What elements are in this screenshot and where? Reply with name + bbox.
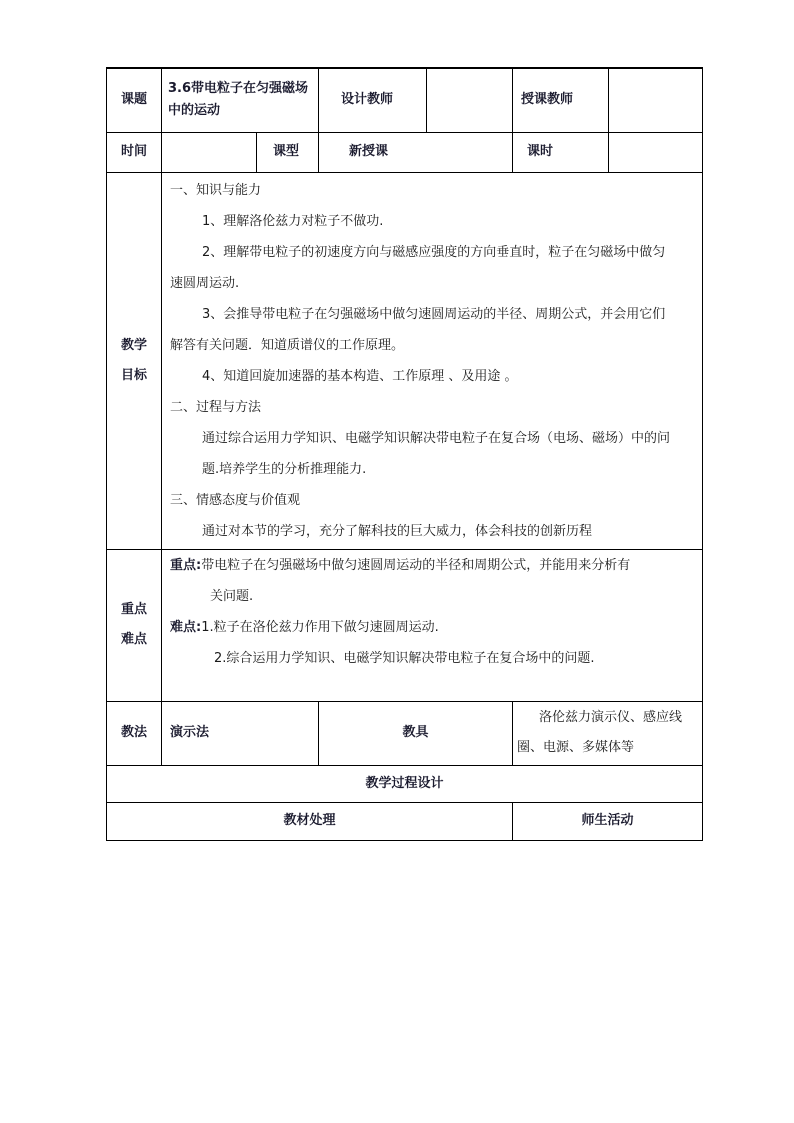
goal-line: 4、知道回旋加速器的基本构造、工作原理 、及用途 。 <box>202 368 518 384</box>
process-title-row <box>107 765 703 802</box>
designer-value <box>427 68 513 132</box>
goal-line: 通过综合运用力学知识、电磁学知识解决带电粒子在复合场（电场、磁场）中的问 <box>202 430 671 446</box>
lesson-plan-table <box>106 67 703 841</box>
diff-text-2: 2.综合运用力学知识、电磁学知识解决带电粒子在复合场中的问题. <box>214 650 595 666</box>
goals-label: 教学目标 <box>107 172 162 549</box>
goal-line: 2、理解带电粒子的初速度方向与磁感应强度的方向垂直时，粒子在匀磁场中做匀 <box>202 244 666 260</box>
topic-value: 3.6带电粒子在匀强磁场中的运动 <box>162 68 319 132</box>
diff-label: 难点: <box>170 619 202 635</box>
schedule-row <box>107 132 703 172</box>
teacher-label: 授课教师 <box>513 68 609 132</box>
method-label: 教法 <box>107 701 162 765</box>
key-label: 重点: <box>170 557 202 573</box>
type-value: 新授课 <box>319 132 513 172</box>
teacher-value <box>609 68 703 132</box>
key-text-cont: 关问题. <box>210 588 254 604</box>
hours-value <box>609 132 703 172</box>
header-row <box>107 68 703 132</box>
process-col-activity: 师生活动 <box>513 802 703 840</box>
goal-line: 二、过程与方法 <box>170 399 262 415</box>
key-text: 带电粒子在匀强磁场中做匀速圆周运动的半径和周期公式，并能用来分析有 <box>201 557 631 573</box>
diff-text-1: 1.粒子在洛伦兹力作用下做匀速圆周运动. <box>201 619 439 635</box>
goal-line: 题.培养学生的分析推理能力. <box>202 461 367 477</box>
tools-value: 洛伦兹力演示仪、感应线圈、电源、多媒体等 <box>513 701 703 765</box>
goal-line: 速圆周运动. <box>170 275 240 291</box>
goal-line: 解答有关问题．知道质谱仪的工作原理。 <box>170 337 405 353</box>
goal-line: 1、理解洛伦兹力对粒子不做功. <box>202 213 384 229</box>
tools-label: 教具 <box>319 701 513 765</box>
goals-row <box>107 172 703 549</box>
designer-label: 设计教师 <box>319 68 427 132</box>
type-label: 课型 <box>257 132 319 172</box>
process-header-row <box>107 802 703 840</box>
goal-line: 三、情感态度与价值观 <box>170 492 301 508</box>
time-label: 时间 <box>107 132 162 172</box>
method-value: 演示法 <box>162 701 319 765</box>
goal-line: 通过对本节的学习，充分了解科技的巨大威力，体会科技的创新历程 <box>202 523 593 539</box>
method-row <box>107 701 703 765</box>
keypoints-label: 重点难点 <box>107 549 162 701</box>
goal-line: 3、会推导带电粒子在匀强磁场中做匀速圆周运动的半径、周期公式，并会用它们 <box>202 306 666 322</box>
process-title: 教学过程设计 <box>107 765 703 802</box>
keypoints-row <box>107 549 703 701</box>
hours-label: 课时 <box>513 132 609 172</box>
goal-line: 一、知识与能力 <box>170 182 262 198</box>
process-col-material: 教材处理 <box>107 802 513 840</box>
goals-content <box>162 172 703 549</box>
topic-label: 课题 <box>107 68 162 132</box>
time-value <box>162 132 257 172</box>
lesson-plan-document <box>106 67 702 841</box>
keypoints-content <box>162 549 703 701</box>
